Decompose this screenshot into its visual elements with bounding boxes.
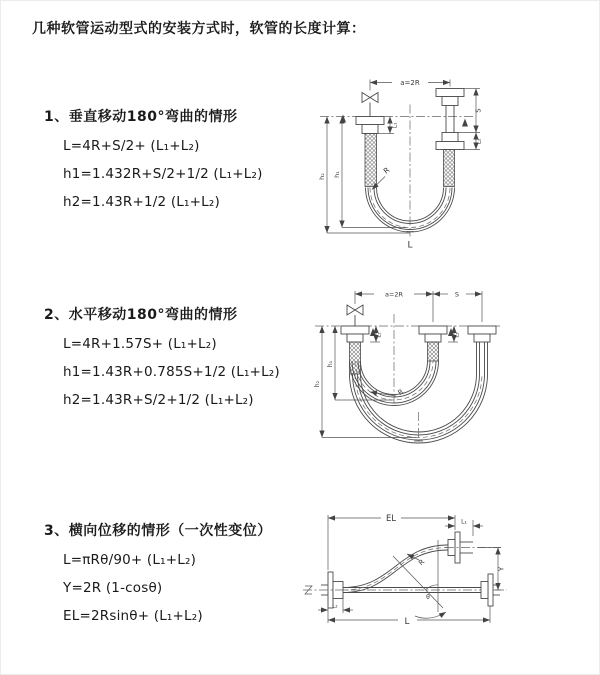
left-fitting xyxy=(356,117,384,187)
braided-hose xyxy=(428,342,439,361)
page-title: 几种软管运动型式的安装方式时，软管的长度计算： xyxy=(32,21,366,37)
diagram-horizontal-180-bend xyxy=(310,284,510,454)
dim-l2 xyxy=(476,133,483,150)
dim-label-l1: L₁ xyxy=(391,122,399,129)
dim-label-a2r: a=2R xyxy=(400,79,420,87)
dim-label-l1: L₁ xyxy=(461,518,467,526)
dim-l1 xyxy=(445,519,483,537)
formula-line: EL=2Rsinθ+ (L₁+L₂) xyxy=(63,608,203,624)
flow-arrow xyxy=(462,119,468,127)
braided-hose xyxy=(444,150,455,187)
dim-label-r: R xyxy=(417,557,427,568)
dim-label-l2: L₂ xyxy=(475,138,483,145)
dim-h2 xyxy=(318,117,410,234)
left-fitting xyxy=(341,326,369,374)
dim-label-theta: θ xyxy=(426,594,430,601)
dim-label-s: S xyxy=(474,108,483,113)
section-3-formulas xyxy=(63,546,203,630)
dim-label-h1: h₁ xyxy=(327,360,334,368)
formula-line: L=4R+S/2+ (L₁+L₂) xyxy=(63,138,200,154)
dim-label-h1: h₁ xyxy=(333,171,341,178)
dim-label-h2: h₂ xyxy=(314,380,321,388)
dim-label-a2r: a=2R xyxy=(384,290,404,299)
section-1-heading: 1、垂直移动180°弯曲的情形 xyxy=(44,109,238,125)
dim-label-el: EL xyxy=(385,514,397,524)
flow-arrow xyxy=(370,328,376,336)
dim-label-l-total: L xyxy=(407,240,413,251)
diagram-lateral-displacement xyxy=(295,500,595,640)
angle-theta-construction xyxy=(393,540,446,618)
dim-label-r: R xyxy=(381,165,392,176)
right-fitting-moved xyxy=(468,326,496,374)
dim-label-l1: L₁ xyxy=(376,332,383,338)
valve-icon xyxy=(347,305,363,326)
section-2-formulas xyxy=(63,330,280,414)
dim-label-r: R xyxy=(396,387,406,398)
formula-line: h1=1.43R+0.785S+1/2 (L₁+L₂) xyxy=(63,364,280,380)
dim-label-s: S xyxy=(454,290,460,299)
formula-line: h2=1.43R+1/2 (L₁+L₂) xyxy=(63,194,220,210)
braided-hose xyxy=(365,134,377,187)
valve-icon xyxy=(362,93,378,117)
flow-arrow xyxy=(448,328,454,336)
formula-line: L=4R+1.57S+ (L₁+L₂) xyxy=(63,336,217,352)
dim-s xyxy=(433,291,482,299)
formula-line: h2=1.43R+S/2+1/2 (L₁+L₂) xyxy=(63,392,254,408)
dim-a2r xyxy=(355,291,433,299)
right-fitting xyxy=(436,89,464,187)
formula-line: L=πRθ/90+ (L₁+L₂) xyxy=(63,552,197,568)
section-3-heading: 3、横向位移的情形（一次性变位） xyxy=(44,523,272,539)
dim-label-l2: L₂ xyxy=(454,332,461,338)
dim-el xyxy=(328,514,455,570)
section-1-formulas xyxy=(63,132,263,216)
flow-arrow xyxy=(340,115,346,123)
dim-l-total xyxy=(328,603,490,627)
diagram-vertical-180-bend xyxy=(312,66,492,256)
dim-label-l2: L₂ xyxy=(332,603,338,610)
dim-label-y: Y xyxy=(497,566,506,572)
section-2-heading: 2、水平移动180°弯曲的情形 xyxy=(44,307,238,323)
formula-line: h1=1.432R+S/2+1/2 (L₁+L₂) xyxy=(63,166,263,182)
middle-fitting xyxy=(419,326,447,361)
dim-label-l: L xyxy=(404,617,410,627)
dim-label-h2: h₂ xyxy=(318,173,326,180)
formula-line: Y=2R (1-cosθ) xyxy=(63,580,163,596)
